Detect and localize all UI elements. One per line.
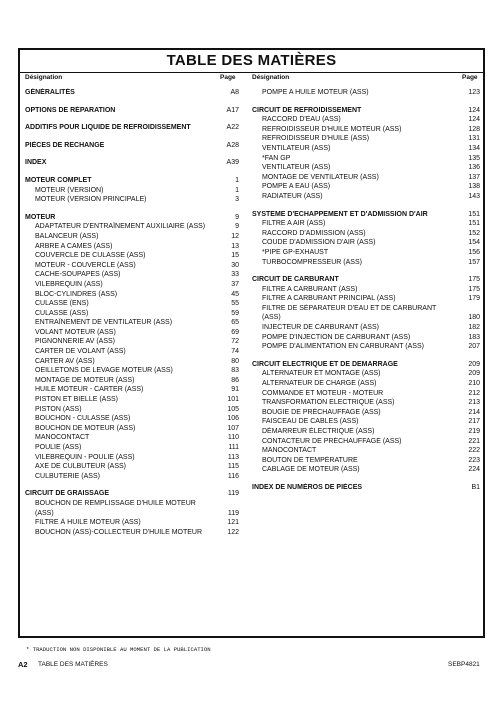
toc-entry[interactable] xyxy=(252,182,480,192)
toc-entry[interactable] xyxy=(25,453,239,463)
toc-section-entry[interactable] xyxy=(252,483,480,493)
toc-entry[interactable] xyxy=(252,192,480,202)
toc-entry-page: 207 xyxy=(468,343,480,351)
toc-entry-label: BALANCEUR (ASS) xyxy=(35,232,99,240)
toc-entry[interactable] xyxy=(252,125,480,135)
toc-entry-page: 224 xyxy=(468,466,480,474)
toc-entry[interactable] xyxy=(25,337,239,347)
toc-entry[interactable] xyxy=(25,499,239,518)
footer-page-number: A2 xyxy=(18,660,28,669)
toc-entry[interactable] xyxy=(25,328,239,338)
toc-entry-label: BOUCHON - CULASSE (ASS) xyxy=(35,415,131,423)
toc-entry-page: 131 xyxy=(468,135,480,143)
toc-entry-page: 175 xyxy=(468,285,480,293)
toc-entry-page: 106 xyxy=(227,415,239,423)
toc-entry-label: POMPE D'ALIMENTATION EN CARBURANT (ASS) xyxy=(262,343,424,351)
toc-entry[interactable] xyxy=(252,333,480,343)
toc-frame xyxy=(18,48,485,653)
toc-entry-label: FILTRE DE SÉPARATEUR D'EAU ET DE CARBURANT (ASS) xyxy=(262,304,437,322)
toc-entry[interactable] xyxy=(25,242,239,252)
toc-entry-page: 209 xyxy=(468,370,480,378)
toc-entry-page: 15 xyxy=(231,252,239,260)
toc-entry[interactable] xyxy=(25,395,239,405)
toc-entry-page: 1 xyxy=(235,176,239,184)
toc-entry-page: A28 xyxy=(226,141,239,149)
toc-entry-page: 37 xyxy=(231,280,239,288)
toc-entry-page: 116 xyxy=(227,472,239,480)
section-gap xyxy=(25,150,239,158)
toc-entry-page: 12 xyxy=(231,232,239,240)
toc-entry-label: CACHE-SOUPAPES (ASS) xyxy=(35,271,121,279)
toc-entry-page: A22 xyxy=(226,124,239,132)
toc-entry-page: 1 xyxy=(235,186,239,194)
toc-entry-page: 69 xyxy=(231,328,239,336)
toc-entry[interactable] xyxy=(25,376,239,386)
toc-entry-label: CARTER AV (ASS) xyxy=(35,357,95,365)
toc-entry[interactable] xyxy=(25,270,239,280)
toc-entry-page: 179 xyxy=(468,295,480,303)
toc-entry[interactable] xyxy=(25,186,239,196)
toc-section-entry[interactable] xyxy=(252,106,480,116)
toc-entry-page: 143 xyxy=(468,192,480,200)
toc-entry-page: 214 xyxy=(468,408,480,416)
toc-entry[interactable] xyxy=(252,369,480,379)
toc-entry-page: 65 xyxy=(231,319,239,327)
toc-entry-page: 119 xyxy=(227,509,239,517)
toc-entry-label: MONTAGE DE VENTILATEUR (ASS) xyxy=(262,173,379,181)
toc-entry[interactable] xyxy=(252,154,480,164)
toc-entry[interactable] xyxy=(25,309,239,319)
toc-entry-label: MOTEUR (VERSION PRINCIPALE) xyxy=(35,196,147,204)
toc-entry-page: 83 xyxy=(231,367,239,375)
toc-entry[interactable] xyxy=(25,424,239,434)
toc-entry-page: 213 xyxy=(468,399,480,407)
toc-entry-label: BOUTON DE TEMPÉRATURE xyxy=(262,456,358,464)
section-gap xyxy=(252,352,480,360)
toc-entry-label: POMPE D'INJECTION DE CARBURANT (ASS) xyxy=(262,333,411,341)
toc-entry[interactable] xyxy=(252,465,480,475)
toc-entry[interactable] xyxy=(25,528,239,538)
section-gap xyxy=(252,267,480,275)
toc-entry-label: ADAPTATEUR D'ENTRAÎNEMENT AUXILIAIRE (ASS) xyxy=(35,223,206,231)
toc-section-entry[interactable] xyxy=(25,141,239,151)
toc-entry-label: MANOCONTACT xyxy=(35,434,90,442)
toc-entry-label: POULIE (ASS) xyxy=(35,444,82,451)
toc-entry-label: BOUGIE DE PRÉCHAUFFAGE (ASS) xyxy=(262,408,381,416)
toc-entry-page: 105 xyxy=(227,405,239,413)
toc-entry-page: 156 xyxy=(468,248,480,256)
toc-entry-label: PIGNONNERIE AV (ASS) xyxy=(35,338,115,346)
toc-section-entry[interactable] xyxy=(25,106,239,116)
toc-entry-label: FAISCEAU DE CABLES (ASS) xyxy=(262,418,359,426)
toc-entry[interactable] xyxy=(252,163,480,173)
toc-entry[interactable] xyxy=(252,173,480,183)
toc-entry-page: 107 xyxy=(227,424,239,432)
toc-entry-page: 212 xyxy=(468,389,480,397)
toc-entry-page: 30 xyxy=(231,261,239,269)
section-gap xyxy=(252,98,480,106)
toc-entry-page: 74 xyxy=(231,348,239,356)
toc-entry-label: CULASSE (ASS) xyxy=(35,309,89,317)
toc-entry-label: CIRCUIT DE GRAISSAGE xyxy=(25,490,110,498)
toc-entry-label: VENTILATEUR (ASS) xyxy=(262,164,331,172)
toc-entry-label: DÉMARREUR ÉLECTRIQUE (ASS) xyxy=(262,428,375,435)
toc-entry-label: REFROIDISSEUR D'HUILE MOTEUR (ASS) xyxy=(262,125,402,133)
toc-entry-label: CULASSE (ENS) xyxy=(35,300,89,308)
toc-entry-label: MANOCONTACT xyxy=(262,447,317,455)
section-gap xyxy=(25,98,239,106)
toc-entry-label: MOTEUR (VERSION) xyxy=(35,186,104,194)
toc-entry-label: OPTIONS DE RÉPARATION xyxy=(25,106,116,114)
toc-entry-page: 157 xyxy=(468,258,480,266)
toc-entry-label: MONTAGE DE MOTEUR (ASS) xyxy=(35,376,135,384)
toc-section-entry[interactable] xyxy=(252,210,480,220)
toc-entry-label: POMPE A HUILE MOTEUR (ASS) xyxy=(262,89,369,96)
toc-entry-label: BOUCHON DE REMPLISSAGE D'HUILE MOTEUR (ASS) xyxy=(35,499,196,517)
toc-entry[interactable] xyxy=(252,304,480,323)
toc-entry[interactable] xyxy=(252,294,480,304)
toc-entry-label: RADIATEUR (ASS) xyxy=(262,192,323,200)
toc-entry[interactable] xyxy=(252,379,480,389)
toc-entry-label: MOTEUR COMPLET xyxy=(25,176,92,184)
toc-entry-page: 122 xyxy=(227,528,239,536)
toc-entry-page: 221 xyxy=(468,437,480,445)
toc-entry-page: 72 xyxy=(231,338,239,346)
toc-entry-page: 223 xyxy=(468,456,480,464)
toc-section-entry[interactable] xyxy=(25,213,239,223)
toc-entry-label: FILTRE À HUILE MOTEUR (ASS) xyxy=(35,519,141,527)
toc-entry[interactable] xyxy=(25,195,239,205)
section-gap xyxy=(25,168,239,176)
toc-entry[interactable] xyxy=(252,342,480,352)
toc-entry-label: PIÈCES DE RECHANGE xyxy=(25,141,105,149)
toc-entry-label: CULBUTERIE (ASS) xyxy=(35,472,100,480)
designation-header-left: Désignation xyxy=(25,74,63,81)
toc-entry-label: HUILE MOTEUR - CARTER (ASS) xyxy=(35,386,144,394)
toc-entry-page: 180 xyxy=(468,314,480,322)
toc-entry[interactable] xyxy=(252,389,480,399)
toc-entry-label: ARBRE A CAMES (ASS) xyxy=(35,242,113,250)
toc-section-entry[interactable] xyxy=(25,88,239,98)
toc-entry-label: INDEX DE NUMÉROS DE PIÈCES xyxy=(252,483,363,491)
toc-entry-label: BOUCHON DE MOTEUR (ASS) xyxy=(35,424,136,432)
toc-entry-label: GÉNÉRALITÉS xyxy=(25,89,75,96)
toc-entry-page: 33 xyxy=(231,271,239,279)
toc-entry[interactable] xyxy=(25,261,239,271)
toc-entry-label: VENTILATEUR (ASS) xyxy=(262,144,331,152)
toc-entry-page: 45 xyxy=(231,290,239,298)
toc-entry-page: 154 xyxy=(468,239,480,247)
toc-entry-page: 183 xyxy=(468,333,480,341)
toc-entry-page: 124 xyxy=(468,116,480,124)
toc-entry[interactable] xyxy=(25,462,239,472)
toc-entry-label: FILTRE A CARBURANT (ASS) xyxy=(262,285,358,293)
toc-column-right xyxy=(252,88,480,493)
toc-entry[interactable] xyxy=(252,238,480,248)
toc-entry-page: 151 xyxy=(468,220,480,228)
toc-entry-label: CIRCUIT ELECTRIQUE ET DE DEMARRAGE xyxy=(252,360,398,368)
toc-entry-page: 175 xyxy=(468,276,480,284)
toc-entry[interactable] xyxy=(252,134,480,144)
toc-entry[interactable] xyxy=(25,290,239,300)
toc-entry-label: VOLANT MOTEUR (ASS) xyxy=(35,328,116,336)
toc-entry[interactable] xyxy=(252,115,480,125)
toc-entry[interactable] xyxy=(252,417,480,427)
toc-entry-page: 119 xyxy=(227,490,239,498)
page-header-right: Page xyxy=(462,74,478,81)
toc-entry-page: 9 xyxy=(235,213,239,221)
toc-entry-page: A17 xyxy=(226,106,239,114)
section-gap xyxy=(25,205,239,213)
toc-entry[interactable] xyxy=(252,446,480,456)
toc-entry[interactable] xyxy=(25,433,239,443)
toc-entry-page: 110 xyxy=(227,434,239,442)
designation-header-right: Désignation xyxy=(252,74,290,81)
toc-entry-label: CONTACTEUR DE PRÉCHAUFFAGE (ASS) xyxy=(262,437,402,445)
toc-entry-label: CIRCUIT DE REFROIDISSEMENT xyxy=(252,106,362,114)
toc-entry-label: CARTER DE VOLANT (ASS) xyxy=(35,348,126,356)
page-title: TABLE DES MATIÈRES xyxy=(20,50,483,73)
toc-entry[interactable] xyxy=(252,88,480,98)
toc-entry-label: ALTERNATEUR DE CHARGE (ASS) xyxy=(262,380,377,388)
toc-entry-label: CABLAGE DE MOTEUR (ASS) xyxy=(262,466,360,474)
toc-entry-label: INDEX xyxy=(25,159,47,167)
toc-entry-page: 124 xyxy=(468,106,480,114)
toc-entry[interactable] xyxy=(25,280,239,290)
toc-entry[interactable] xyxy=(25,405,239,415)
section-gap xyxy=(25,481,239,489)
toc-entry[interactable] xyxy=(25,357,239,367)
toc-entry-label: ENTRAÎNEMENT DE VENTILATEUR (ASS) xyxy=(35,319,173,327)
toc-entry[interactable] xyxy=(252,323,480,333)
toc-entry-page: 123 xyxy=(468,89,480,96)
toc-entry[interactable] xyxy=(25,232,239,242)
toc-entry-page: 137 xyxy=(468,173,480,181)
toc-column-left xyxy=(25,88,239,537)
toc-entry[interactable] xyxy=(252,408,480,418)
toc-entry-label: POMPE A EAU (ASS) xyxy=(262,183,331,191)
section-gap xyxy=(25,115,239,123)
page-header-left: Page xyxy=(220,74,236,81)
toc-entry[interactable] xyxy=(25,472,239,482)
toc-entry-page: B1 xyxy=(471,483,480,491)
toc-entry-label: REFROIDISSEUR D'HUILE (ASS) xyxy=(262,135,370,143)
toc-entry-label: RACCORD D'ADMISSION (ASS) xyxy=(262,229,366,237)
toc-entry[interactable] xyxy=(252,285,480,295)
toc-entry-label: *PIPE GP-EXHAUST xyxy=(262,248,329,256)
toc-section-entry[interactable] xyxy=(25,123,239,133)
toc-entry-page: 182 xyxy=(468,324,480,332)
toc-entry-label: FILTRE A CARBURANT PRINCIPAL (ASS) xyxy=(262,295,396,303)
toc-entry-label: *FAN GP xyxy=(262,154,291,162)
toc-entry[interactable] xyxy=(25,251,239,261)
toc-entry-page: 128 xyxy=(468,125,480,133)
toc-entry-page: 86 xyxy=(231,376,239,384)
toc-entry-page: 136 xyxy=(468,164,480,172)
toc-entry-page: 13 xyxy=(231,242,239,250)
toc-entry-label: BLOC-CYLINDRES (ASS) xyxy=(35,290,118,298)
toc-entry[interactable] xyxy=(252,456,480,466)
toc-entry[interactable] xyxy=(252,437,480,447)
toc-entry-label: PISTON (ASS) xyxy=(35,405,82,413)
toc-entry-page: 152 xyxy=(468,229,480,237)
toc-entry-page: 9 xyxy=(235,223,239,231)
toc-entry[interactable] xyxy=(25,318,239,328)
toc-entry-page: 135 xyxy=(468,154,480,162)
toc-entry[interactable] xyxy=(25,347,239,357)
toc-entry[interactable] xyxy=(252,258,480,268)
toc-entry-label: TURBOCOMPRESSEUR (ASS) xyxy=(262,258,362,266)
toc-entry-page: 121 xyxy=(227,519,239,527)
toc-entry-label: COUVERCLE DE CULASSE (ASS) xyxy=(35,252,146,260)
toc-entry-label: COMMANDE ET MOTEUR - MOTEUR xyxy=(262,389,384,397)
toc-entry-label: FILTRE A AIR (ASS) xyxy=(262,220,326,228)
toc-entry-page: 59 xyxy=(231,309,239,317)
toc-entry-page: 113 xyxy=(227,453,239,461)
toc-entry[interactable] xyxy=(252,144,480,154)
toc-section-entry[interactable] xyxy=(25,176,239,186)
section-gap xyxy=(252,475,480,483)
toc-entry-label: COUDE D'ADMISSION D'AIR (ASS) xyxy=(262,239,376,247)
toc-entry[interactable] xyxy=(25,385,239,395)
toc-entry-page: 111 xyxy=(228,444,239,451)
toc-entry-page: 151 xyxy=(468,210,480,218)
section-gap xyxy=(25,133,239,141)
toc-entry-page: 91 xyxy=(231,386,239,394)
toc-section-entry[interactable] xyxy=(252,275,480,285)
toc-entry-page: 80 xyxy=(231,357,239,365)
toc-entry-label: TRANSFORMATION ELECTRIQUE (ASS) xyxy=(262,399,395,407)
toc-entry[interactable] xyxy=(252,248,480,258)
toc-entry-label: ADDITIFS POUR LIQUIDE DE REFROIDISSEMENT xyxy=(25,124,191,132)
toc-entry-label: SYSTEME D'ECHAPPEMENT ET D'ADMISSION D'AIR xyxy=(252,210,428,218)
toc-entry[interactable] xyxy=(25,443,239,453)
toc-entry-label: PISTON ET BIELLE (ASS) xyxy=(35,396,118,404)
section-gap xyxy=(252,202,480,210)
toc-entry-label: CIRCUIT DE CARBURANT xyxy=(252,276,339,284)
toc-entry-page: 55 xyxy=(231,300,239,308)
toc-section-entry[interactable] xyxy=(252,360,480,370)
toc-entry[interactable] xyxy=(252,229,480,239)
toc-entry[interactable] xyxy=(252,427,480,437)
footnote: * TRADUCTION NON DISPONIBLE AU MOMENT DE LA PUBLICATION xyxy=(26,646,211,653)
toc-entry-page: 217 xyxy=(468,418,480,426)
toc-section-entry[interactable] xyxy=(25,489,239,499)
toc-entry-page: 219 xyxy=(468,428,480,435)
toc-entry[interactable] xyxy=(252,219,480,229)
toc-entry-page: 209 xyxy=(468,360,480,368)
toc-entry-page: 134 xyxy=(468,144,480,152)
toc-entry-label: MOTEUR - COUVERCLE (ASS) xyxy=(35,261,136,269)
toc-entry[interactable] xyxy=(25,299,239,309)
footer-code: SEBP4821 xyxy=(448,661,480,668)
toc-entry-page: A39 xyxy=(226,159,239,167)
toc-entry[interactable] xyxy=(25,414,239,424)
toc-entry-label: RACCORD D'EAU (ASS) xyxy=(262,116,341,124)
toc-section-entry[interactable] xyxy=(25,158,239,168)
toc-entry-label: VILEBREQUIN (ASS) xyxy=(35,280,103,288)
toc-entry-label: VILEBREQUIN - POULIE (ASS) xyxy=(35,453,135,461)
toc-entry-page: 101 xyxy=(227,396,239,404)
toc-entry[interactable] xyxy=(252,398,480,408)
toc-entry[interactable] xyxy=(25,222,239,232)
toc-entry-label: MOTEUR xyxy=(25,213,56,221)
toc-entry-page: 138 xyxy=(468,183,480,191)
toc-entry-label: ALTERNATEUR ET MONTAGE (ASS) xyxy=(262,370,381,378)
toc-entry-label: AXE DE CULBUTEUR (ASS) xyxy=(35,463,127,471)
toc-entry-page: 3 xyxy=(235,196,239,204)
toc-entry[interactable] xyxy=(25,366,239,376)
toc-entry-page: 222 xyxy=(468,447,480,455)
toc-entry-page: A8 xyxy=(230,89,239,96)
toc-entry[interactable] xyxy=(25,518,239,528)
toc-entry-label: INJECTEUR DE CARBURANT (ASS) xyxy=(262,324,379,332)
toc-entry-label: BOUCHON (ASS)-COLLECTEUR D'HUILE MOTEUR xyxy=(35,528,203,536)
footer-section: TABLE DES MATIÈRES xyxy=(38,661,108,668)
toc-entry-page: 115 xyxy=(227,463,239,471)
toc-entry-page: 210 xyxy=(468,380,480,388)
toc-entry-label: OEILLETONS DE LEVAGE MOTEUR (ASS) xyxy=(35,367,173,375)
